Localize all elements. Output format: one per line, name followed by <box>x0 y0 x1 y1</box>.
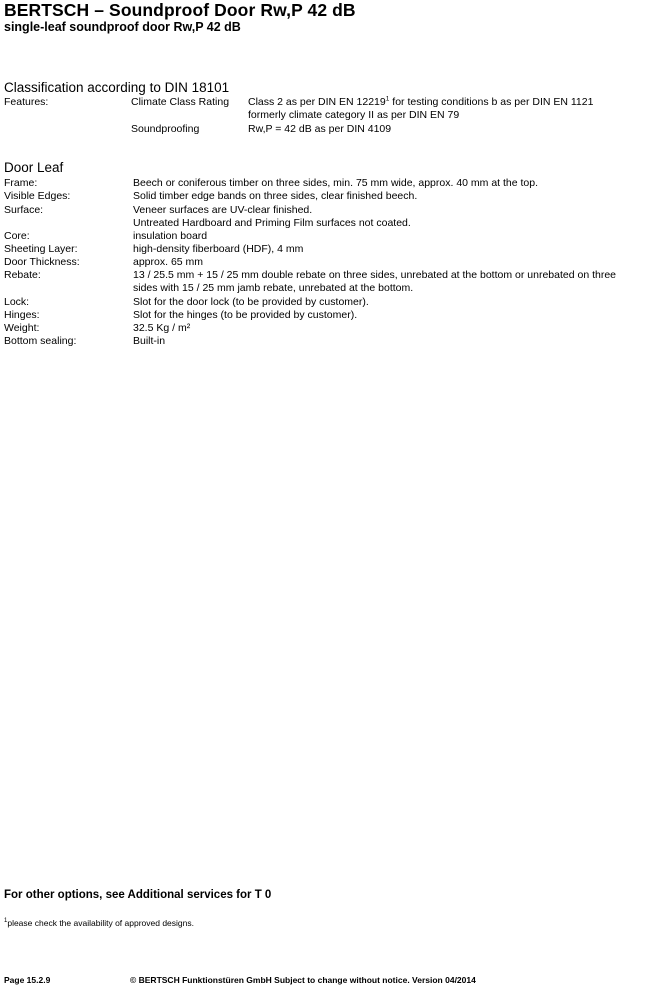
door-leaf-value: Veneer surfaces are UV-clear finished. <box>133 204 313 216</box>
climate-class-label: Climate Class Rating <box>131 96 230 108</box>
door-leaf-row <box>4 296 644 309</box>
door-leaf-row <box>4 256 644 269</box>
page-number: Page 15.2.9 <box>4 975 51 985</box>
door-leaf-label: Hinges: <box>4 309 40 321</box>
footnote-ref: 1 <box>385 95 390 103</box>
door-leaf-label: Frame: <box>4 177 38 189</box>
soundproofing-value: Rw,P = 42 dB as per DIN 4109 <box>248 123 392 135</box>
document-title: BERTSCH – Soundproof Door Rw,P 42 dB <box>4 0 356 20</box>
door-leaf-value: 32.5 Kg / m² <box>133 322 191 334</box>
features-row <box>4 96 644 122</box>
door-leaf-label: Rebate: <box>4 269 41 281</box>
door-leaf-label: Sheeting Layer: <box>4 243 78 255</box>
door-leaf-row <box>4 177 644 190</box>
document-subtitle: single-leaf soundproof door Rw,P 42 dB <box>4 20 241 34</box>
door-leaf-value: approx. 65 mm <box>133 256 204 268</box>
door-leaf-value: Beech or coniferous timber on three sides, min. 75 mm wide, approx. 40 mm at the top. <box>133 177 539 189</box>
door-leaf-label: Bottom sealing: <box>4 335 77 347</box>
door-leaf-value: Slot for the door lock (to be provided by customer). <box>133 296 369 308</box>
footnote <box>4 918 194 928</box>
footnote-marker: 1 <box>4 918 8 925</box>
door-leaf-row <box>4 309 644 322</box>
copyright-notice: © BERTSCH Funktionstüren GmbH Subject to change without notice. Version 04/2014 <box>130 975 476 985</box>
door-leaf-row <box>4 269 644 295</box>
door-leaf-label: Weight: <box>4 322 40 334</box>
door-leaf-label: Door Thickness: <box>4 256 80 268</box>
door-leaf-value: insulation board <box>133 230 208 242</box>
door-leaf-value: Solid timber edge bands on three sides, clear finished beech. <box>133 190 418 202</box>
door-leaf-label: Core: <box>4 230 30 242</box>
door-leaf-label: Surface: <box>4 204 44 216</box>
other-options-note: For other options, see Additional services for T 0 <box>4 889 272 901</box>
door-leaf-row <box>4 335 644 348</box>
door-leaf-value: Slot for the hinges (to be provided by customer). <box>133 309 358 321</box>
door-leaf-row <box>4 322 644 335</box>
door-leaf-row <box>4 217 644 230</box>
door-leaf-row <box>4 230 644 243</box>
footnote-text: please check the availability of approved designs. <box>7 918 194 928</box>
door-leaf-value: high-density fiberboard (HDF), 4 mm <box>133 243 304 255</box>
door-leaf-value: Built-in <box>133 335 166 347</box>
climate-class-value: Class 2 as per DIN EN 12219$^1$ for testing conditions b as per DIN EN 1121 formerly climate category II as per DIN EN 79 <box>248 95 594 121</box>
door-leaf-heading: Door Leaf <box>4 160 64 175</box>
door-leaf-row <box>4 204 644 217</box>
door-leaf-row <box>4 190 644 203</box>
features-label: Features: <box>4 96 49 108</box>
soundproofing-label: Soundproofing <box>131 123 200 135</box>
soundproofing-row <box>4 123 644 136</box>
classification-heading: Classification according to DIN 18101 <box>4 80 230 95</box>
door-leaf-label: Visible Edges: <box>4 190 71 202</box>
door-leaf-value: Untreated Hardboard and Priming Film surfaces not coated. <box>133 217 411 229</box>
door-leaf-label: Lock: <box>4 296 30 308</box>
door-leaf-row <box>4 243 644 256</box>
door-leaf-value: 13 / 25.5 mm + 15 / 25 mm double rebate on three sides, unrebated at the bottom or unrebated on three sides with 15 / 25 mm jamb rebate, unrebated at the bottom. <box>133 269 617 294</box>
